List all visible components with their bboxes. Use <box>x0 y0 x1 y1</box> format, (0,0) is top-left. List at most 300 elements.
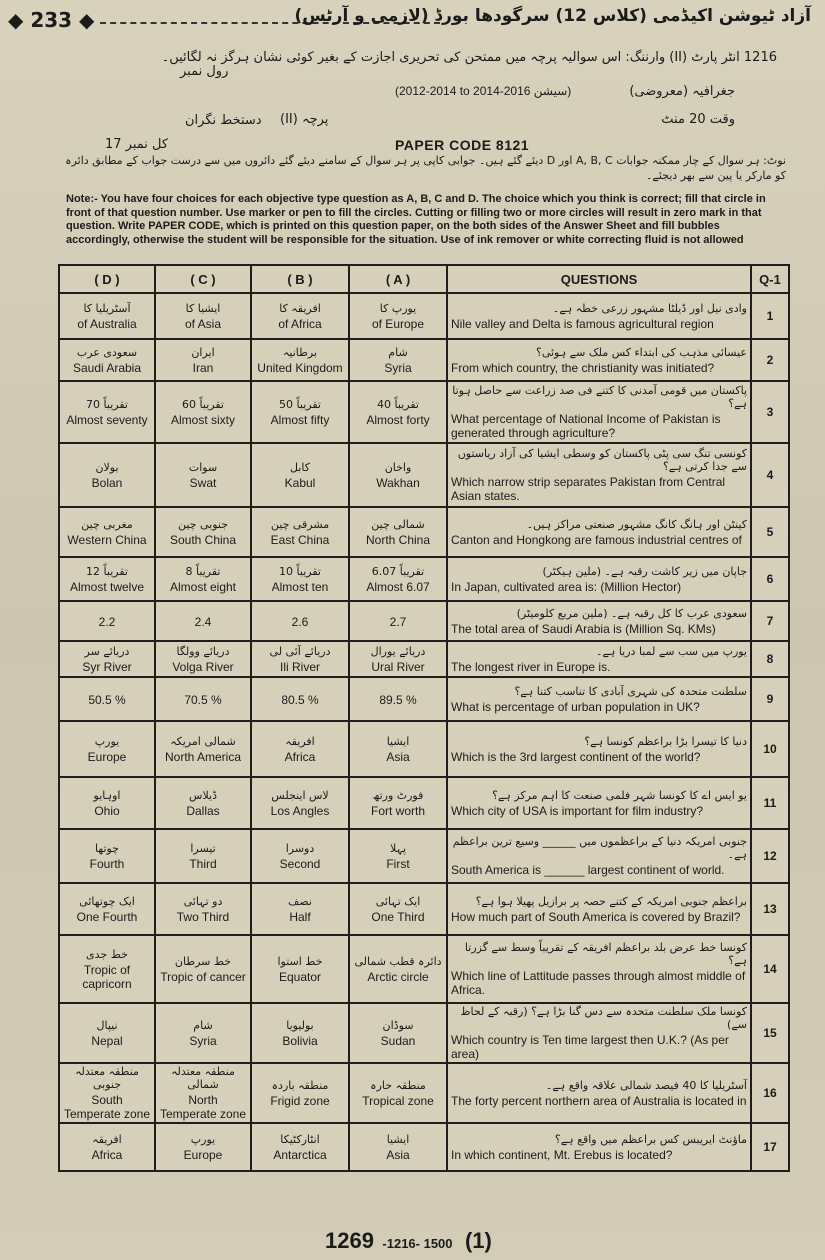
question-urdu: یورپ میں سب سے لمبا دریا ہے۔ <box>596 644 747 658</box>
option-d-header: ( D ) <box>59 265 155 293</box>
option-b-cell <box>251 883 349 935</box>
option-a-english: Wakhan <box>376 475 420 490</box>
option-b-english: Almost fifty <box>270 412 330 427</box>
option-b-cell <box>251 339 349 381</box>
option-b-urdu: منطقہ باردہ <box>271 1078 329 1092</box>
option-d-cell <box>59 777 155 829</box>
option-c-urdu: منطقہ معتدلہ شمالی <box>171 1065 235 1091</box>
question-cell <box>447 721 751 777</box>
option-b-cell <box>251 677 349 721</box>
option-d-urdu: دریائے سر <box>84 644 130 658</box>
option-a-cell <box>349 1003 447 1063</box>
option-d-cell <box>59 381 155 443</box>
option-d-english: Tropic of capricorn <box>82 962 132 991</box>
option-c-urdu: تقریباً 60 <box>182 397 224 411</box>
paper-code-warning: 1216 انٹر پارٹ (II) وارننگ: اس سوالیہ پرچہ میں ممتحن کی تحریری اجازت کے بغیر کوئی نشان ہرگز نہ لگائیں۔ <box>161 50 777 65</box>
option-a-urdu: شام <box>388 345 408 359</box>
footer-code: -1216- 1500 <box>382 1236 453 1251</box>
subject-label: جغرافیہ (معروضی) <box>629 84 735 99</box>
option-d-english: Almost seventy <box>66 412 148 427</box>
option-a-cell <box>349 1123 447 1171</box>
option-b-urdu: دریائے آئی لی <box>269 644 331 658</box>
option-c-english: Two Third <box>176 909 230 924</box>
question-cell <box>447 339 751 381</box>
question-cell <box>447 641 751 677</box>
option-d-cell <box>59 829 155 883</box>
option-a-urdu: ایشیا <box>386 1132 410 1146</box>
option-d-english: South Temperate zone <box>63 1093 151 1121</box>
option-b-header: ( B ) <box>251 265 349 293</box>
option-c-urdu: سوات <box>188 460 218 474</box>
option-b-cell <box>251 601 349 641</box>
option-b-cell <box>251 507 349 557</box>
option-a-cell <box>349 721 447 777</box>
option-c-cell <box>155 1003 251 1063</box>
option-d-english: Europe <box>87 749 127 764</box>
option-b-english: United Kingdom <box>257 360 343 375</box>
question-number: 8 <box>751 641 789 677</box>
question-cell <box>447 883 751 935</box>
question-cell <box>447 777 751 829</box>
option-c-english: of Asia <box>184 316 222 331</box>
option-b-english: Bolivia <box>282 1033 318 1048</box>
option-a-urdu: دریائے یورال <box>370 644 426 658</box>
question-row <box>59 1063 789 1123</box>
question-english: What percentage of National Income of Pakistan is generated through agriculture? <box>451 412 721 440</box>
question-number-header: Q-1 <box>751 265 789 293</box>
question-english: The longest river in Europe is. <box>451 659 611 674</box>
board-title: آزاد ٹیوشن اکیڈمی (کلاس 12) سرگودھا بورڈ (لازمی و آرٹس) <box>294 6 811 26</box>
option-c-urdu: شمالی امریکہ <box>170 734 236 748</box>
option-b-cell <box>251 1003 349 1063</box>
option-c-english: South China <box>169 532 237 547</box>
option-a-cell <box>349 443 447 507</box>
option-d-cell <box>59 339 155 381</box>
option-a-english: 2.7 <box>389 615 407 629</box>
option-a-english: 89.5 % <box>379 693 417 707</box>
part-label: پرچہ (II) <box>280 112 329 127</box>
option-a-english: Sudan <box>380 1033 416 1048</box>
option-d-english: Ohio <box>94 803 120 818</box>
option-c-urdu: ایشیا کا <box>185 301 221 315</box>
option-b-urdu: افریقہ <box>285 734 315 748</box>
question-cell <box>447 829 751 883</box>
option-a-english: Asia <box>386 1147 410 1162</box>
option-b-cell <box>251 641 349 677</box>
question-number: 12 <box>751 829 789 883</box>
option-c-cell <box>155 677 251 721</box>
english-instructions: Note:- You have four choices for each objective type question as A, B, C and D. The choice which you think is correct; fill that circle in front of that question number. Use marker or pen to fill the circles. Cutting or filling two or more circles will result in zero mark in that question. Write PAPER CODE, which is printed on this question paper, on the both sides of the Answer Sheet and fill bubbles accordingly, otherwise the student will be responsible for the situation. Use of ink remover or white correcting fluid is not allowed <box>66 193 766 246</box>
option-c-urdu: ایران <box>191 345 215 359</box>
option-b-cell <box>251 777 349 829</box>
option-b-english: Frigid zone <box>270 1093 330 1108</box>
option-d-urdu: اوہایو <box>93 788 121 802</box>
option-c-urdu: دریائے وولگا <box>176 644 230 658</box>
option-d-english: Africa <box>91 1147 123 1162</box>
question-urdu: آسٹریلیا کا 40 فیصد شمالی علاقہ واقع ہے۔ <box>545 1078 747 1092</box>
option-c-english: North America <box>164 749 242 764</box>
option-d-english: Syr River <box>82 659 132 674</box>
question-number: 16 <box>751 1063 789 1123</box>
question-row <box>59 293 789 339</box>
option-a-english: Arctic circle <box>367 969 429 984</box>
page-number: ◆ 233 ◆ <box>8 8 95 32</box>
question-english: The total area of Saudi Arabia is (Million Sq. KMs) <box>451 621 716 636</box>
option-c-english: Iran <box>192 360 214 375</box>
option-c-english: Swat <box>189 475 217 490</box>
question-cell <box>447 381 751 443</box>
question-row <box>59 777 789 829</box>
option-a-urdu: منطقہ حارہ <box>370 1078 426 1092</box>
option-b-cell <box>251 829 349 883</box>
question-row <box>59 677 789 721</box>
question-number: 14 <box>751 935 789 1003</box>
option-c-english: 70.5 % <box>184 693 222 707</box>
option-a-cell <box>349 557 447 601</box>
question-english: Which country is Ten time largest then U.K.? (As per area) <box>451 1033 729 1061</box>
option-c-cell <box>155 601 251 641</box>
option-d-urdu: مغربی چین <box>81 517 133 531</box>
question-number: 1 <box>751 293 789 339</box>
option-b-cell <box>251 293 349 339</box>
option-d-english: Saudi Arabia <box>72 360 142 375</box>
option-a-urdu: ایشیا <box>386 734 410 748</box>
option-a-urdu: تقریباً 6.07 <box>371 564 425 578</box>
option-c-english: Tropic of cancer <box>160 969 246 984</box>
option-c-english: Dallas <box>186 803 220 818</box>
question-number: 4 <box>751 443 789 507</box>
questions-header: QUESTIONS <box>447 265 751 293</box>
question-number: 17 <box>751 1123 789 1171</box>
questions-table <box>58 264 790 1172</box>
question-english: Canton and Hongkong are famous industrial centres of <box>451 532 742 547</box>
question-english: In which continent, Mt. Erebus is located? <box>451 1147 673 1162</box>
option-b-urdu: انٹارکٹیکا <box>280 1132 320 1146</box>
option-c-english: Volga River <box>172 659 234 674</box>
option-d-urdu: تقریباً 70 <box>86 397 128 411</box>
option-d-cell <box>59 721 155 777</box>
question-english: In Japan, cultivated area is: (Million Hector) <box>451 579 682 594</box>
option-d-english: Bolan <box>91 475 123 490</box>
question-cell <box>447 293 751 339</box>
option-b-cell <box>251 721 349 777</box>
question-cell <box>447 1123 751 1171</box>
supervisor-signature-label: دستخط نگران <box>185 113 262 128</box>
question-cell <box>447 1003 751 1063</box>
option-c-english: Syria <box>189 1033 217 1048</box>
option-b-urdu: برطانیہ <box>282 345 318 359</box>
option-b-english: Second <box>279 856 321 871</box>
question-row <box>59 443 789 507</box>
question-row <box>59 1003 789 1063</box>
option-c-cell <box>155 1123 251 1171</box>
option-c-cell <box>155 1063 251 1123</box>
option-d-cell <box>59 293 155 339</box>
option-a-urdu: واخان <box>384 460 412 474</box>
option-a-cell <box>349 641 447 677</box>
option-b-urdu: مشرقی چین <box>270 517 330 531</box>
question-row <box>59 641 789 677</box>
option-b-english: East China <box>270 532 330 547</box>
option-a-urdu: پہلا <box>389 841 407 855</box>
question-urdu: جاپان میں زیر کاشت رقبہ ہے۔ (ملین ہیکٹر) <box>542 564 747 578</box>
option-d-english: of Australia <box>77 316 137 331</box>
table-header-row <box>59 265 789 293</box>
option-c-cell <box>155 721 251 777</box>
question-row <box>59 883 789 935</box>
question-cell <box>447 601 751 641</box>
question-row <box>59 339 789 381</box>
option-a-english: of Europe <box>371 316 425 331</box>
option-d-english: Fourth <box>89 856 125 871</box>
question-english: Which is the 3rd largest continent of the world? <box>451 749 701 764</box>
option-d-urdu: خط جدی <box>86 947 128 961</box>
option-d-english: 50.5 % <box>88 693 126 707</box>
question-english: What is percentage of urban population in UK? <box>451 699 700 714</box>
footer-number: 1269 <box>325 1228 374 1253</box>
question-number: 9 <box>751 677 789 721</box>
option-c-english: 2.4 <box>194 615 212 629</box>
option-a-english: Almost forty <box>366 412 430 427</box>
option-d-english: One Fourth <box>76 909 138 924</box>
question-number: 10 <box>751 721 789 777</box>
question-number: 2 <box>751 339 789 381</box>
option-c-urdu: خط سرطان <box>174 954 232 968</box>
question-english: South America is ______ largest continent of world. <box>451 863 725 877</box>
option-d-urdu: سعودی عرب <box>76 345 138 359</box>
question-urdu: کونسی تنگ سی پٹی پاکستان کو وسطی ایشیا کی آزاد ریاستوں سے جدا کرتی ہے؟ <box>457 447 747 473</box>
option-a-urdu: دائرہ قطب شمالی <box>354 954 442 968</box>
option-c-urdu: تیسرا <box>190 841 216 855</box>
question-number: 11 <box>751 777 789 829</box>
option-a-english: Tropical zone <box>362 1093 434 1108</box>
option-b-urdu: دوسرا <box>285 841 315 855</box>
option-c-english: North Temperate zone <box>159 1093 247 1121</box>
option-c-cell <box>155 557 251 601</box>
question-urdu: پاکستان میں قومی آمدنی کا کتنے فی صد زراعت سے حاصل ہوتا ہے؟ <box>452 384 747 410</box>
option-b-urdu: لاس اینجلس <box>271 788 329 802</box>
question-english: Which narrow strip separates Pakistan from Central Asian states. <box>451 475 726 503</box>
option-c-english: Europe <box>183 1147 223 1162</box>
option-b-english: 2.6 <box>291 615 309 629</box>
session-label: (2012-2014 to 2014-2016 سیشن) <box>395 84 572 98</box>
footer <box>325 1228 492 1254</box>
option-a-english: Asia <box>386 749 410 764</box>
option-b-cell <box>251 1063 349 1123</box>
option-b-english: Equator <box>278 969 322 984</box>
option-a-english: One Third <box>371 909 425 924</box>
option-d-cell <box>59 935 155 1003</box>
option-d-english: Western China <box>67 532 147 547</box>
option-b-urdu: نصف <box>288 894 312 908</box>
option-a-cell <box>349 677 447 721</box>
option-b-urdu: تقریباً 50 <box>279 397 321 411</box>
option-a-cell <box>349 601 447 641</box>
time-label: وقت 20 منٹ <box>661 112 735 127</box>
option-c-cell <box>155 641 251 677</box>
question-urdu: کونسا خط عرض بلد براعظم افریقہ کے تقریباً وسط سے گزرتا ہے؟ <box>464 941 747 967</box>
total-marks-label: کل نمبر 17 <box>105 137 169 152</box>
option-d-english: Almost twelve <box>69 579 145 594</box>
question-row <box>59 829 789 883</box>
option-d-english: 2.2 <box>98 615 116 629</box>
option-b-english: Antarctica <box>273 1147 327 1162</box>
urdu-instructions: نوٹ: ہر سوال کے چار ممکنہ جوابات A, B, C اور D دیئے گئے ہیں۔ جوابی کاپی پر ہر سوال کے سامنے دیئے گئے دائروں میں سے درست جواب کے مطابق دائرہ کو مارکر یا پین سے بھر دیجئے۔ <box>65 154 786 182</box>
option-b-english: Kabul <box>284 475 316 490</box>
option-a-english: Syria <box>384 360 412 375</box>
question-row <box>59 935 789 1003</box>
option-a-cell <box>349 381 447 443</box>
option-a-english: Ural River <box>371 659 425 674</box>
option-c-english: Third <box>189 856 217 871</box>
question-urdu: کینٹن اور ہانگ کانگ مشہور صنعتی مراکز ہیں۔ <box>526 517 747 531</box>
option-d-cell <box>59 1003 155 1063</box>
option-b-english: of Africa <box>278 316 322 331</box>
option-d-urdu: تقریباً 12 <box>86 564 128 578</box>
option-c-cell <box>155 935 251 1003</box>
question-cell <box>447 507 751 557</box>
option-c-cell <box>155 339 251 381</box>
option-b-english: Almost ten <box>271 579 329 594</box>
question-number: 15 <box>751 1003 789 1063</box>
option-c-header: ( C ) <box>155 265 251 293</box>
option-d-cell <box>59 677 155 721</box>
question-urdu: براعظم جنوبی امریکہ کے کتنے حصہ پر برازیل پھیلا ہوا ہے؟ <box>475 894 747 908</box>
option-a-urdu: ایک تہائی <box>375 894 421 908</box>
option-d-cell <box>59 1123 155 1171</box>
question-urdu: وادی نیل اور ڈیلٹا مشہور زرعی خطہ ہے۔ <box>552 301 747 315</box>
option-a-cell <box>349 777 447 829</box>
option-a-english: First <box>386 856 410 871</box>
option-d-urdu: بولان <box>95 460 119 474</box>
questions-body <box>59 293 789 1171</box>
roll-number-label: رول نمبر <box>180 64 229 79</box>
option-b-cell <box>251 935 349 1003</box>
option-c-cell <box>155 443 251 507</box>
option-b-cell <box>251 443 349 507</box>
option-c-cell <box>155 777 251 829</box>
option-a-cell <box>349 935 447 1003</box>
option-a-cell <box>349 507 447 557</box>
option-d-cell <box>59 507 155 557</box>
option-c-english: Almost sixty <box>170 412 235 427</box>
option-b-urdu: بولیویا <box>286 1018 314 1032</box>
option-d-urdu: یورپ <box>94 734 120 748</box>
option-c-cell <box>155 883 251 935</box>
option-a-urdu: یورپ کا <box>379 301 417 315</box>
question-row <box>59 507 789 557</box>
option-d-cell <box>59 1063 155 1123</box>
option-a-urdu: فورٹ ورتھ <box>372 788 424 802</box>
option-b-english: Africa <box>284 749 316 764</box>
option-c-english: Almost eight <box>169 579 237 594</box>
option-d-urdu: نیپال <box>96 1018 118 1032</box>
question-number: 6 <box>751 557 789 601</box>
question-english: Which line of Lattitude passes through almost middle of Africa. <box>451 969 746 997</box>
option-c-urdu: ڈیلاس <box>189 788 217 802</box>
option-b-urdu: کابل <box>290 460 310 474</box>
question-urdu: ماؤنٹ ایریبس کس براعظم میں واقع ہے؟ <box>554 1132 747 1146</box>
question-number: 3 <box>751 381 789 443</box>
option-b-urdu: افریقہ کا <box>279 301 321 315</box>
option-a-cell <box>349 883 447 935</box>
option-b-english: Half <box>289 909 311 924</box>
option-c-urdu: جنوبی چین <box>177 517 229 531</box>
question-urdu: عیسائی مذہب کی ابتداء کس ملک سے ہوئی؟ <box>535 345 747 359</box>
option-b-english: 80.5 % <box>281 693 319 707</box>
option-b-cell <box>251 381 349 443</box>
question-cell <box>447 1063 751 1123</box>
option-a-english: North China <box>365 532 431 547</box>
question-english: Which city of USA is important for film industry? <box>451 803 704 818</box>
footer-part: (1) <box>464 1228 492 1253</box>
option-a-urdu: سوڈان <box>382 1018 414 1032</box>
question-urdu: سلطنت متحدہ کی شہری آبادی کا تناسب کتنا ہے؟ <box>514 684 747 698</box>
question-cell <box>447 677 751 721</box>
question-cell <box>447 935 751 1003</box>
option-d-urdu: آسٹریلیا کا <box>83 301 131 315</box>
option-d-urdu: منطقہ معتدلہ جنوبی <box>75 1065 139 1091</box>
option-c-urdu: دو تہائی <box>183 894 223 908</box>
option-a-english: Almost 6.07 <box>366 579 430 594</box>
option-a-english: Fort worth <box>370 803 425 818</box>
question-english: Nile valley and Delta is famous agricultural region <box>451 316 714 331</box>
option-a-cell <box>349 339 447 381</box>
option-b-urdu: تقریباً 10 <box>279 564 321 578</box>
option-a-cell <box>349 829 447 883</box>
option-d-urdu: ایک چوتھائی <box>79 894 135 908</box>
question-cell <box>447 557 751 601</box>
option-a-cell <box>349 293 447 339</box>
question-urdu: دنیا کا تیسرا بڑا براعظم کونسا ہے؟ <box>584 734 747 748</box>
option-b-cell <box>251 1123 349 1171</box>
question-english: From which country, the christianity was initiated? <box>451 360 715 375</box>
page-number-text: 233 <box>30 8 73 32</box>
option-c-urdu: تقریباً 8 <box>185 564 221 578</box>
option-a-cell <box>349 1063 447 1123</box>
option-d-urdu: چوتھا <box>95 841 119 855</box>
question-row <box>59 1123 789 1171</box>
option-d-urdu: افریقہ <box>92 1132 122 1146</box>
option-c-urdu: یورپ <box>190 1132 216 1146</box>
option-c-cell <box>155 829 251 883</box>
option-d-cell <box>59 557 155 601</box>
question-row <box>59 601 789 641</box>
question-row <box>59 557 789 601</box>
option-d-cell <box>59 641 155 677</box>
question-number: 13 <box>751 883 789 935</box>
option-c-cell <box>155 507 251 557</box>
question-number: 7 <box>751 601 789 641</box>
paper-code: PAPER CODE 8121 <box>395 137 530 153</box>
option-b-urdu: خط استوا <box>277 954 323 968</box>
question-number: 5 <box>751 507 789 557</box>
option-d-cell <box>59 601 155 641</box>
question-row <box>59 381 789 443</box>
option-d-english: Nepal <box>91 1033 123 1048</box>
question-english: How much part of South America is covered by Brazil? <box>451 909 741 924</box>
option-a-urdu: تقریباً 40 <box>377 397 419 411</box>
option-a-header: ( A ) <box>349 265 447 293</box>
option-b-english: Ili River <box>279 659 320 674</box>
question-row <box>59 721 789 777</box>
question-english: The forty percent northern area of Australia is located in <box>451 1093 747 1108</box>
option-c-cell <box>155 293 251 339</box>
option-b-cell <box>251 557 349 601</box>
option-b-english: Los Angles <box>270 803 330 818</box>
option-d-cell <box>59 443 155 507</box>
option-c-urdu: شام <box>193 1018 213 1032</box>
